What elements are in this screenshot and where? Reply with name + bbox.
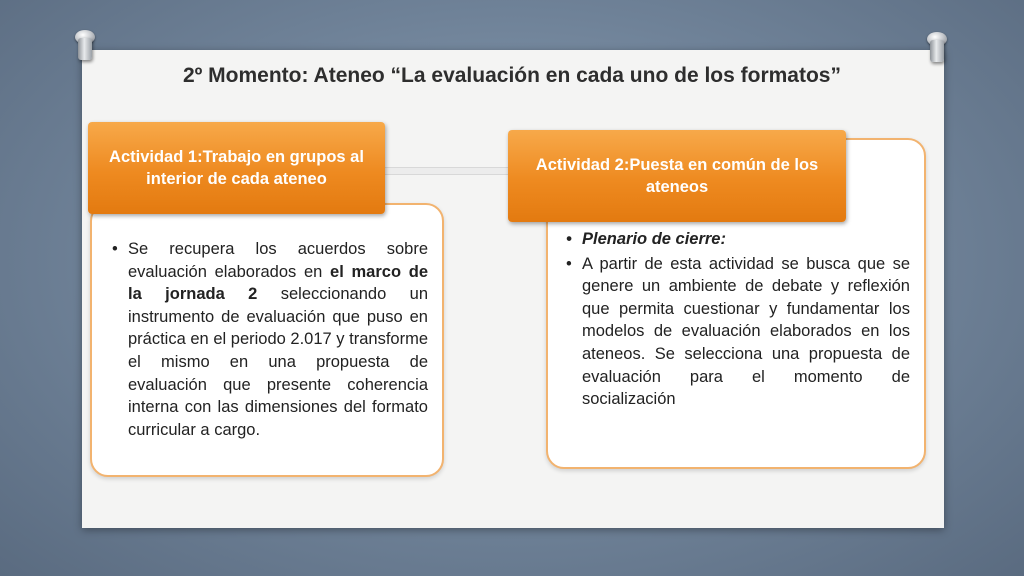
pushpin-left-icon	[72, 30, 98, 64]
activity2-bullet-description	[564, 253, 910, 411]
activity2-bullet2-text: A partir de esta actividad se busca que se genere un ambiente de debate y reflexión que permita cuestionar y fundamentar los modelos de evaluación elaborados en los ateneos. Se selecciona una propuesta de evaluación para el momento de socialización	[582, 254, 910, 409]
slide-title: 2º Momento: Ateneo “La evaluación en cada uno de los formatos”	[182, 64, 841, 87]
activity1-card	[90, 203, 444, 477]
connector-line	[385, 167, 515, 175]
activity1-bullet	[110, 238, 428, 441]
activity1-bullet-bold: el marco de la jornada 2	[128, 262, 428, 304]
pushpin-right-icon	[924, 32, 950, 66]
activity1-list	[92, 205, 442, 441]
activity2-bullet1-text: Plenario de cierre:	[582, 230, 726, 248]
activity1-header	[88, 122, 385, 214]
activity2-bullet-plenario	[564, 228, 910, 251]
activity1-bullet-text-end: seleccionando un instrumento de evaluación que puso en práctica en el periodo 2.017 y transforme el mismo en una propuesta de evaluación que presente coherencia interna con las dimensiones del formato curricular a cargo.	[128, 285, 428, 439]
activity1-header-label: Actividad 1:Trabajo en grupos al interior de cada ateneo	[109, 148, 364, 188]
activity2-header	[508, 130, 846, 222]
activity1-bullet-text: Se recupera los acuerdos sobre evaluación elaborados en	[128, 240, 428, 281]
activity2-header-label: Actividad 2:Puesta en común de los ateneos	[535, 156, 819, 196]
